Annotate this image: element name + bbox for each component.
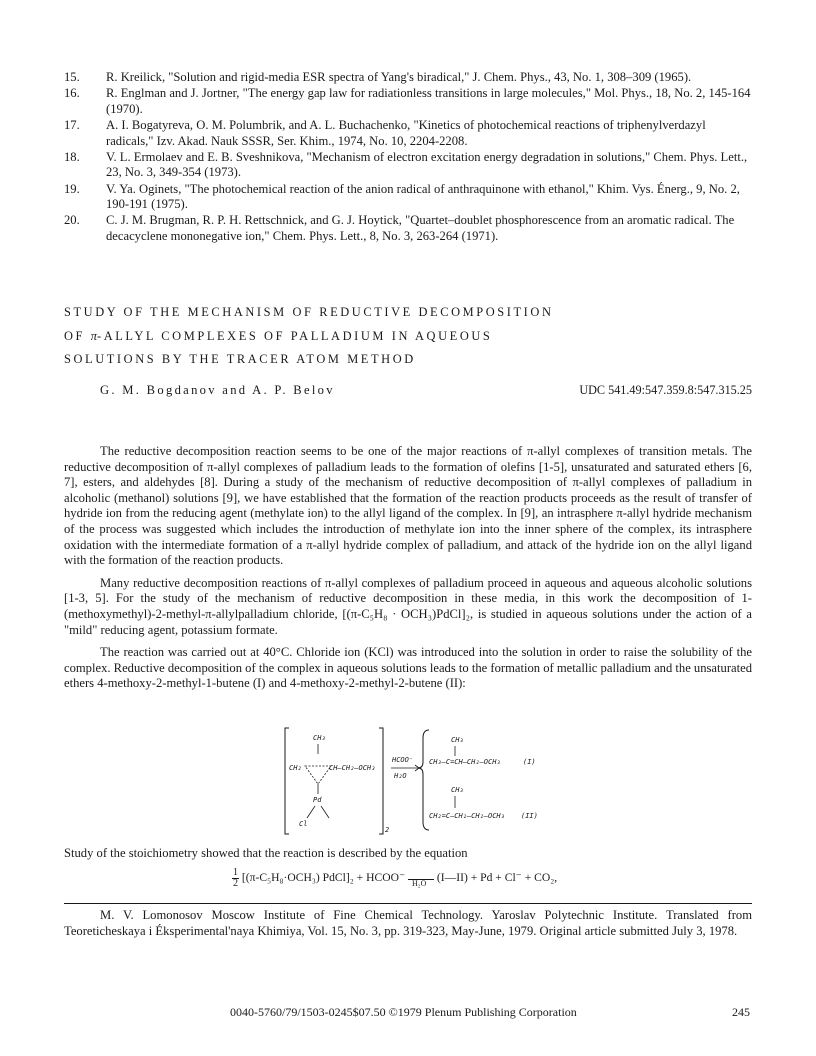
reference-number: 16. — [64, 86, 80, 101]
reference-item — [64, 70, 752, 86]
reference-item — [64, 86, 752, 117]
title-prefix: OF — [64, 328, 86, 343]
article-body — [64, 444, 752, 692]
palladium-atom: Pd — [313, 796, 322, 804]
udc-code: UDC 541.49:547.359.8:547.315.25 — [579, 383, 752, 397]
reference-number: 15. — [64, 70, 80, 84]
stoichiometry-equation — [232, 868, 557, 889]
reference-number: 17. — [64, 117, 80, 132]
reagent-label: HCOO⁻ — [392, 756, 414, 764]
chloride-ligand: Cl — [299, 820, 308, 828]
fraction-numerator: 1 — [233, 867, 238, 878]
product-1-ch3: CH₃ — [451, 736, 464, 744]
reference-text: A. I. Bogatyreva, O. M. Polumbrik, and A. L. Buchachenko, "Kinetics of photochemical reactions of triphenylverdazyl radicals," Izv. Akad. Nauk SSSR, Ser. Khim., 1974, No. 10, 2204-2208. — [106, 117, 706, 148]
reference-text: V. Ya. Oginets, "The photochemical reaction of the anion radical of anthraquinone with ethanol," Khim. Vys. Énerg., 9, No. 2, 190-191 (1975). — [106, 181, 740, 212]
product-1-label: (I) — [523, 758, 536, 766]
stoichiometry-text: Study of the stoichiometry showed that the reaction is described by the equation — [64, 846, 468, 860]
product-2-label: (II) — [521, 812, 538, 820]
one-half-fraction — [232, 868, 239, 889]
article-authors: G. M. Bogdanov and A. P. Belov — [100, 383, 335, 397]
reference-item — [64, 150, 752, 181]
reference-text: R. Kreilick, "Solution and rigid-media ESR spectra of Yang's biradical," J. Chem. Phys., 43, No. 1, 308–309 (1965). — [106, 70, 692, 84]
product-2-formula: CH₂=C–CH₂–CH₂–OCH₃ — [429, 812, 505, 820]
product-2-ch3: CH₃ — [451, 786, 464, 794]
title-pi-symbol: π — [90, 328, 97, 343]
title-rest: -ALLYL COMPLEXES OF PALLADIUM IN AQUEOUS — [96, 328, 493, 343]
reference-number: 19. — [64, 181, 80, 196]
affiliation-text: M. V. Lomonosov Moscow Institute of Fine Chemical Technology. Yaroslav Polytechnic Institute. Translated from Teoreticheskaya i Éksperimental'naya Khimiya, Vol. 15, No. 3, pp. 319-323, May-June, 1979. Original article submitted July 3, 1978. — [64, 908, 752, 938]
product-1-formula: CH₃–C=CH–CH₂–OCH₃ — [429, 758, 501, 766]
title-line-1: STUDY OF THE MECHANISM OF REDUCTIVE DECOMPOSITION — [64, 305, 554, 319]
footnote-divider — [64, 903, 752, 904]
dimer-subscript: 2 — [385, 826, 390, 834]
reference-number: 18. — [64, 149, 80, 164]
affiliation-note — [64, 908, 752, 939]
solvent-label: H₂O — [394, 772, 407, 780]
reference-text: R. Englman and J. Jortner, "The energy gap law for radiationless transitions in large molecules," Mol. Phys., 18, No. 2, 145-164 (1970). — [106, 86, 751, 116]
paragraph-2: Many reductive decomposition reactions of π-allyl complexes of palladium proceed in aqueous and aqueous alcoholic solutions [1-3, 5]. For the study of the mechanism of reductive decomposition in these media, in this work the decomposition of 1-(methoxymethyl)-2-methyl-π-allylpalladium chloride, [(π-C₅H₈ · OCH₃)PdCl]₂, is studied in aqueous solutions under the action of a "mild" reducing agent, potassium formate. — [64, 575, 752, 637]
page-number: 245 — [732, 1005, 750, 1019]
equation-rhs: (I—II) + Pd + Cl⁻ + CO₂, — [436, 871, 558, 885]
reference-item — [64, 118, 752, 149]
copyright-line: 0040-5760/79/1503-0245$07.50 ©1979 Plenum Publishing Corporation — [230, 1005, 577, 1019]
article-title — [64, 301, 764, 372]
reference-item — [64, 213, 752, 244]
arrow-solvent: H₂O — [412, 878, 427, 888]
ch2-group: CH₂ — [289, 764, 302, 772]
fraction-denominator: 2 — [233, 878, 238, 889]
reference-list — [64, 70, 752, 245]
equation-lhs: [(π-C₅H₈·OCH₃) PdCl]₂ + HCOO⁻ — [241, 871, 406, 885]
reaction-scheme — [283, 722, 563, 840]
reference-text: V. L. Ermolaev and E. B. Sveshnikova, "Mechanism of electron excitation energy degradation in solutions," Chem. Phys. Lett., 23, No. 3, 349-354 (1973). — [106, 149, 748, 180]
ch3-group-top: CH₃ — [313, 734, 326, 742]
title-line-3: SOLUTIONS BY THE TRACER ATOM METHOD — [64, 352, 416, 367]
reference-item — [64, 182, 752, 213]
paragraph-1: The reductive decomposition reaction seems to be one of the major reactions of π-allyl complexes of transition metals. The reductive decomposition of π-allyl complexes of palladium leads to the formation of olefins [1-5], unsaturated and saturated ethers [6, 7], esters, and aldehydes [8]. During a study of the mechanism of reductive decomposition of π-allyl complexes of palladium in alcoholic (methanol) solutions [9], we have established that the formation of the reaction products proceeds as the result of transfer of hydride ion from the reducing agent (methylate ion) to the allyl ligand of the complex. In [9], an intrasphere π-allyl hydride mechanism of the process was suggested which includes the introduction of methylate ion into the inner sphere of the complex, its intrasphere oxidation with the intermediate formation of a π-allyl hydride complex of palladium, and attack of the hydride ion on the allyl ligand with the formation of the reaction products. — [64, 444, 752, 568]
paragraph-3: The reaction was carried out at 40°C. Chloride ion (KCl) was introduced into the solution in order to raise the solubility of the complex. Reductive decomposition of the complex in aqueous solutions leads to the formation of metallic palladium and the unsaturated ethers 4-methoxy-2-methyl-1-butene (I) and 4-methoxy-2-methyl-2-butene (II): — [64, 645, 752, 691]
allyl-chain: CH–CH₂–OCH₃ — [329, 764, 376, 772]
title-line-2 — [64, 325, 764, 349]
reference-text: C. J. M. Brugman, R. P. H. Rettschnick, and G. J. Hoytick, "Quartet–doublet phosphorescence from an aromatic radical. The decacyclene mononegative ion," Chem. Phys. Lett., 8, No. 3, 263-264 (1971). — [106, 213, 735, 243]
reaction-arrow — [408, 878, 434, 888]
reference-number: 20. — [64, 213, 80, 228]
